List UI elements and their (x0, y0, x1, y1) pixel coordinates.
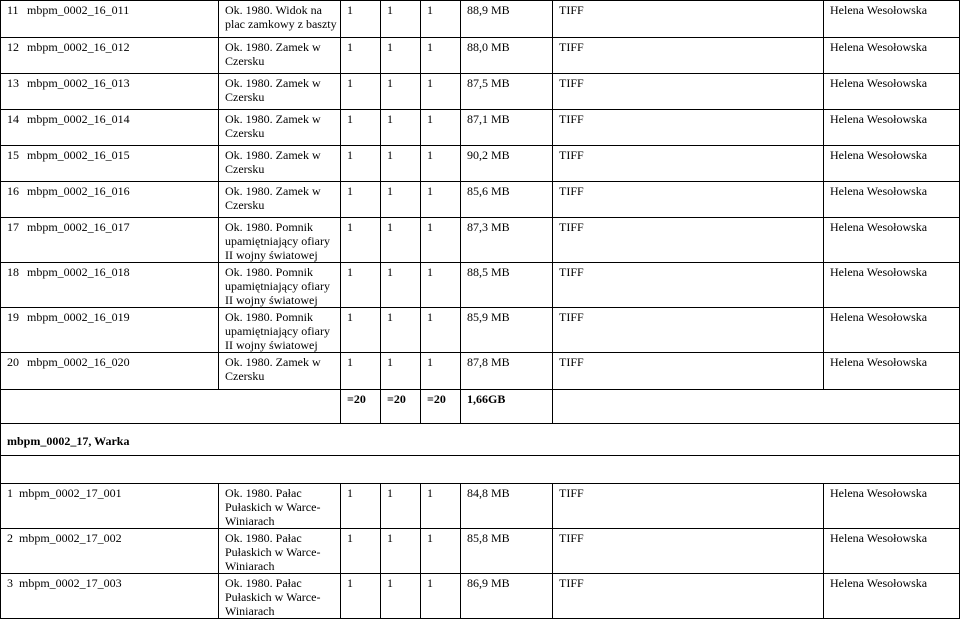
record-id: mbpm_0002_17_001 (19, 486, 122, 500)
description-cell: Ok. 1980. Pomnik upamiętniający ofiary II wojny światowej (219, 263, 341, 308)
section-title: mbpm_0002_17, Warka (1, 424, 960, 456)
count-c-cell: 1 (421, 574, 461, 619)
count-c-cell: 1 (421, 110, 461, 146)
format-cell: TIFF (553, 263, 824, 308)
description-cell: Ok. 1980. Zamek w Czersku (219, 353, 341, 390)
file-size-cell: 85,6 MB (461, 182, 553, 218)
row-number: 13 (7, 76, 19, 90)
record-id: mbpm_0002_16_018 (27, 265, 130, 279)
format-cell: TIFF (553, 484, 824, 529)
count-c-cell: 1 (421, 308, 461, 353)
summary-row (1, 390, 960, 424)
row-number-id-cell (1, 308, 219, 353)
summary-b-cell: =20 (381, 390, 421, 424)
record-id: mbpm_0002_17_003 (19, 576, 122, 590)
count-c-cell: 1 (421, 38, 461, 74)
format-cell: TIFF (553, 529, 824, 574)
summary-rest-cell (553, 390, 960, 424)
row-number-id-cell (1, 38, 219, 74)
count-a-cell: 1 (341, 38, 381, 74)
record-id: mbpm_0002_16_016 (27, 184, 130, 198)
row-number-id-cell (1, 146, 219, 182)
author-cell: Helena Wesołowska (824, 146, 960, 182)
description-cell: Ok. 1980. Zamek w Czersku (219, 182, 341, 218)
count-a-cell: 1 (341, 146, 381, 182)
summary-a-cell: =20 (341, 390, 381, 424)
table-row (1, 182, 960, 218)
format-cell: TIFF (553, 110, 824, 146)
count-b-cell: 1 (381, 574, 421, 619)
record-id: mbpm_0002_16_014 (27, 112, 130, 126)
description-cell: Ok. 1980. Zamek w Czersku (219, 38, 341, 74)
row-number: 16 (7, 184, 19, 198)
count-a-cell: 1 (341, 110, 381, 146)
table-row (1, 308, 960, 353)
author-cell: Helena Wesołowska (824, 1, 960, 38)
description-cell: Ok. 1980. Zamek w Czersku (219, 74, 341, 110)
file-size-cell: 87,8 MB (461, 353, 553, 390)
author-cell: Helena Wesołowska (824, 484, 960, 529)
table-row (1, 574, 960, 619)
record-id: mbpm_0002_16_020 (27, 355, 130, 369)
count-a-cell: 1 (341, 263, 381, 308)
count-c-cell: 1 (421, 182, 461, 218)
record-id: mbpm_0002_16_013 (27, 76, 130, 90)
row-number: 11 (7, 3, 19, 17)
file-size-cell: 87,5 MB (461, 74, 553, 110)
table-row (1, 484, 960, 529)
author-cell: Helena Wesołowska (824, 308, 960, 353)
file-size-cell: 85,9 MB (461, 308, 553, 353)
count-c-cell: 1 (421, 146, 461, 182)
format-cell: TIFF (553, 308, 824, 353)
format-cell: TIFF (553, 38, 824, 74)
summary-c-cell: =20 (421, 390, 461, 424)
count-c-cell: 1 (421, 529, 461, 574)
record-id: mbpm_0002_17_002 (19, 531, 122, 545)
row-number: 12 (7, 40, 19, 54)
row-number-id-cell (1, 263, 219, 308)
count-b-cell: 1 (381, 308, 421, 353)
row-number: 2 (7, 531, 13, 545)
section-spacer (1, 456, 960, 484)
spacer-cell (1, 456, 960, 484)
file-size-cell: 87,1 MB (461, 110, 553, 146)
format-cell: TIFF (553, 353, 824, 390)
row-number-id-cell (1, 218, 219, 263)
count-b-cell: 1 (381, 74, 421, 110)
table-row (1, 110, 960, 146)
author-cell: Helena Wesołowska (824, 529, 960, 574)
record-id: mbpm_0002_16_017 (27, 220, 130, 234)
table-row (1, 146, 960, 182)
count-c-cell: 1 (421, 484, 461, 529)
count-b-cell: 1 (381, 182, 421, 218)
file-size-cell: 88,5 MB (461, 263, 553, 308)
summary-blank-cell (1, 390, 341, 424)
file-size-cell: 87,3 MB (461, 218, 553, 263)
row-number-id-cell (1, 182, 219, 218)
author-cell: Helena Wesołowska (824, 38, 960, 74)
file-size-cell: 88,9 MB (461, 1, 553, 38)
file-size-cell: 90,2 MB (461, 146, 553, 182)
count-c-cell: 1 (421, 353, 461, 390)
table-row (1, 74, 960, 110)
count-b-cell: 1 (381, 218, 421, 263)
count-c-cell: 1 (421, 263, 461, 308)
summary-size-cell: 1,66GB (461, 390, 553, 424)
format-cell: TIFF (553, 218, 824, 263)
row-number-id-cell (1, 353, 219, 390)
row-number: 15 (7, 148, 19, 162)
count-a-cell: 1 (341, 484, 381, 529)
format-cell: TIFF (553, 574, 824, 619)
file-size-cell: 84,8 MB (461, 484, 553, 529)
record-id: mbpm_0002_16_019 (27, 310, 130, 324)
description-cell: Ok. 1980. Pomnik upamiętniający ofiary II wojny światowej (219, 308, 341, 353)
description-cell: Ok. 1980. Pałac Pułaskich w Warce-Winiarach (219, 574, 341, 619)
row-number: 20 (7, 355, 19, 369)
description-cell: Ok. 1980. Zamek w Czersku (219, 146, 341, 182)
count-a-cell: 1 (341, 218, 381, 263)
author-cell: Helena Wesołowska (824, 110, 960, 146)
row-number-id-cell (1, 74, 219, 110)
table-row (1, 218, 960, 263)
section-header-row (1, 424, 960, 456)
count-a-cell: 1 (341, 574, 381, 619)
row-number: 19 (7, 310, 19, 324)
author-cell: Helena Wesołowska (824, 353, 960, 390)
description-cell: Ok. 1980. Widok na plac zamkowy z baszty (219, 1, 341, 38)
count-b-cell: 1 (381, 484, 421, 529)
file-size-cell: 85,8 MB (461, 529, 553, 574)
author-cell: Helena Wesołowska (824, 574, 960, 619)
count-a-cell: 1 (341, 529, 381, 574)
description-cell: Ok. 1980. Pałac Pułaskich w Warce-Winiarach (219, 484, 341, 529)
author-cell: Helena Wesołowska (824, 74, 960, 110)
row-number: 14 (7, 112, 19, 126)
count-b-cell: 1 (381, 146, 421, 182)
row-number-id-cell (1, 110, 219, 146)
format-cell: TIFF (553, 1, 824, 38)
description-cell: Ok. 1980. Zamek w Czersku (219, 110, 341, 146)
description-cell: Ok. 1980. Pałac Pułaskich w Warce-Winiarach (219, 529, 341, 574)
row-number: 17 (7, 220, 19, 234)
count-c-cell: 1 (421, 74, 461, 110)
count-b-cell: 1 (381, 38, 421, 74)
description-cell: Ok. 1980. Pomnik upamiętniający ofiary II wojny światowej (219, 218, 341, 263)
table-row (1, 1, 960, 38)
count-a-cell: 1 (341, 1, 381, 38)
count-a-cell: 1 (341, 308, 381, 353)
format-cell: TIFF (553, 74, 824, 110)
count-c-cell: 1 (421, 1, 461, 38)
count-b-cell: 1 (381, 110, 421, 146)
count-a-cell: 1 (341, 74, 381, 110)
row-number: 3 (7, 576, 13, 590)
count-b-cell: 1 (381, 529, 421, 574)
file-size-cell: 86,9 MB (461, 574, 553, 619)
count-b-cell: 1 (381, 353, 421, 390)
format-cell: TIFF (553, 146, 824, 182)
row-number: 18 (7, 265, 19, 279)
record-id: mbpm_0002_16_011 (27, 3, 130, 17)
table-row (1, 38, 960, 74)
author-cell: Helena Wesołowska (824, 182, 960, 218)
count-b-cell: 1 (381, 263, 421, 308)
table-row (1, 529, 960, 574)
row-number-id-cell (1, 484, 219, 529)
format-cell: TIFF (553, 182, 824, 218)
table-row (1, 263, 960, 308)
author-cell: Helena Wesołowska (824, 263, 960, 308)
author-cell: Helena Wesołowska (824, 218, 960, 263)
file-size-cell: 88,0 MB (461, 38, 553, 74)
count-a-cell: 1 (341, 353, 381, 390)
count-a-cell: 1 (341, 182, 381, 218)
count-c-cell: 1 (421, 218, 461, 263)
row-number-id-cell (1, 574, 219, 619)
row-number-id-cell (1, 529, 219, 574)
count-b-cell: 1 (381, 1, 421, 38)
row-number-id-cell (1, 1, 219, 38)
record-id: mbpm_0002_16_012 (27, 40, 130, 54)
record-id: mbpm_0002_16_015 (27, 148, 130, 162)
row-number: 1 (7, 486, 13, 500)
table-row (1, 353, 960, 390)
